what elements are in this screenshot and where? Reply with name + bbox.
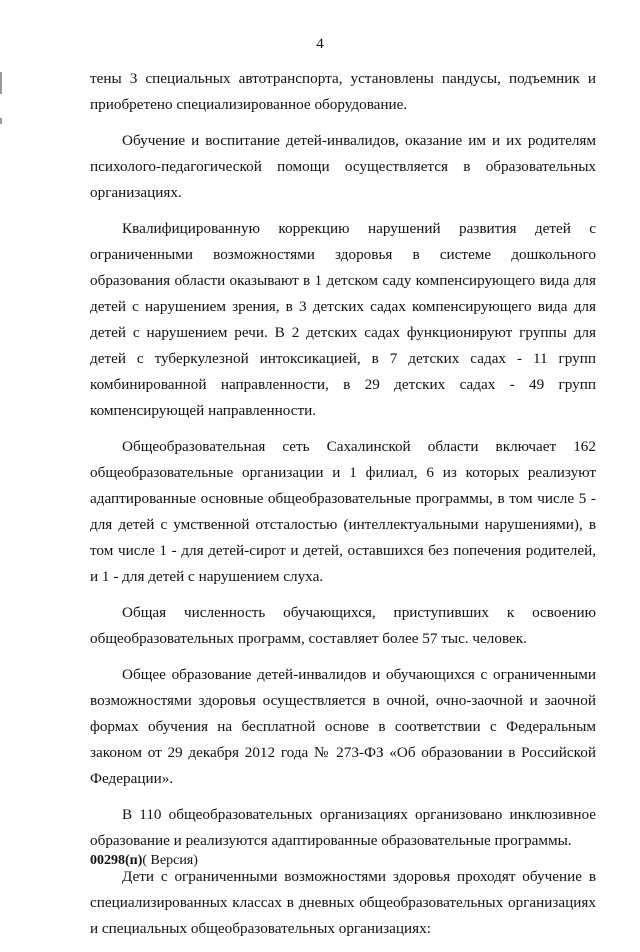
paragraph: Обучение и воспитание детей-инвалидов, оказание им и их родителям психолого-педагогической помощи осуществляется в образовательных организациях. xyxy=(90,132,596,201)
document-body xyxy=(90,66,596,952)
paragraph: Общеобразовательная сеть Сахалинской области включает 162 общеобразовательные организации и 1 филиал, 6 из которых реализуют адаптированные основные общеобразовательные программы, в том числе 5 - для детей с умственной отсталостью (интеллектуальными нарушениями), в том числе 1 - для детей-сирот и детей, оставшихся без попечения родителей, и 1 - для детей с нарушением слуха. xyxy=(90,438,596,585)
page-number: 4 xyxy=(316,36,324,52)
scan-edge-mark xyxy=(0,72,2,94)
paragraph: тены 3 специальных автотранспорта, установлены пандусы, подъемник и приобретено специализированное оборудование. xyxy=(90,70,596,113)
paragraph: Общее образование детей-инвалидов и обучающихся с ограниченными возможностями здоровья осуществляется в очной, очно-заочной и заочной формах обучения на бесплатной основе в соответствии с Федеральным законом от 29 декабря 2012 года № 273-ФЗ «Об образовании в Российской Федерации». xyxy=(90,666,596,787)
scan-edge-mark xyxy=(0,118,2,124)
paragraph: В 110 общеобразовательных организациях организовано инклюзивное образование и реализуются адаптированные образовательные программы. xyxy=(90,806,596,849)
paragraph: Дети с ограниченными возможностями здоровья проходят обучение в специализированных классах в дневных общеобразовательных организациях и специальных общеобразовательных организациях: xyxy=(90,868,596,937)
document-footer xyxy=(90,852,198,870)
document-version: ( Версия) xyxy=(142,853,198,868)
paragraph: Общая численность обучающихся, приступивших к освоению общеобразовательных программ, составляет более 57 тыс. человек. xyxy=(90,604,596,647)
paragraph: Квалифицированную коррекцию нарушений развития детей с ограниченными возможностями здоровья в системе дошкольного образования области оказывают в 1 детском саду компенсирующего вида для детей с нарушением зрения, в 3 детских садах компенсирующего вида для детей с нарушением речи. В 2 детских садах функционируют группы для детей с туберкулезной интоксикацией, в 7 детских садах - 11 групп комбинированной направленности, в 29 детских садах - 49 групп компенсирующей направленности. xyxy=(90,220,596,419)
document-code: 00298(п) xyxy=(90,853,143,868)
